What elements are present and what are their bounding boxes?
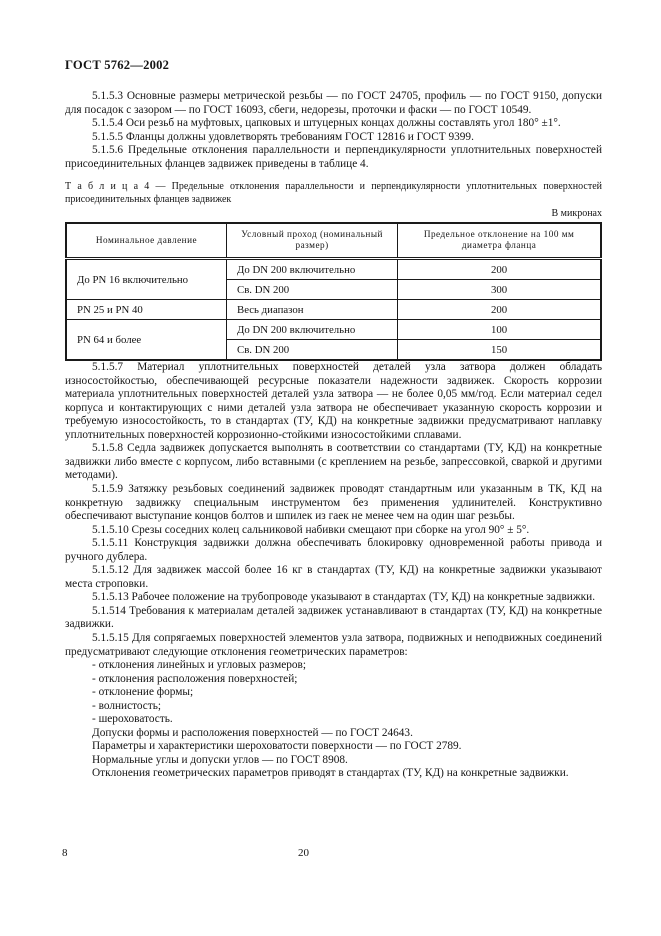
cell-bore: Весь диапазон — [227, 300, 398, 320]
table-row — [66, 300, 601, 320]
list-item-surface-location: - отклонения расположения поверхностей; — [92, 672, 298, 685]
para-5-1-5-5: 5.1.5.5 Фланцы должны удовлетворять требованиям ГОСТ 12816 и ГОСТ 9399. — [92, 130, 474, 143]
para-gost-24643: Допуски формы и расположения поверхностей — по ГОСТ 24643. — [92, 726, 413, 739]
cell-deviation: 200 — [398, 259, 601, 280]
para-5-1-514: 5.1.514 Требования к материалам деталей задвижек устанавливают в стандартах (ТУ, КД) на конкретные задвижки. — [65, 604, 602, 631]
para-5-1-5-15: 5.1.5.15 Для сопрягаемых поверхностей элементов узла затвора, подвижных и неподвижных соединений предусматривают следующие отклонения геометрических параметров: — [65, 632, 602, 658]
header-nominal-bore: Условный проход (номинальный размер) — [227, 223, 398, 259]
cell-deviation: 150 — [398, 340, 601, 361]
cell-deviation: 300 — [398, 280, 601, 300]
para-geometric-deviations: Отклонения геометрических параметров приводят в стандартах (ТУ, КД) на конкретные задвижки. — [92, 767, 569, 780]
cell-bore: До DN 200 включительно — [227, 259, 398, 280]
table-row — [66, 320, 601, 340]
para-5-1-5-9: 5.1.5.9 Затяжку резьбовых соединений задвижек проводят стандартным или указанным в ТК, КД на конкретную задвижку специальным инструментом без применения удлинителей. Конструктивно обеспечивают выступание концов болтов и шпилек из гаек не менее чем на один шаг резьбы. — [65, 482, 602, 523]
list-item-waviness: - волнистость; — [92, 699, 162, 712]
cell-pressure-pn64: PN 64 и более — [66, 320, 227, 361]
header-limit-deviation: Предельное отклонение на 100 мм диаметра фланца — [398, 223, 601, 259]
para-5-1-5-6: 5.1.5.6 Предельные отклонения параллельности и перпендикулярности уплотнительных поверхностей присоединительных фланцев задвижек приведены в таблице 4. — [65, 144, 602, 170]
table-caption: Т а б л и ц а 4 — Предельные отклонения параллельности и перпендикулярности уплотнительных поверхностей присоединительных фланцев задвижек — [65, 181, 602, 206]
table-header-row — [66, 223, 601, 259]
para-gost-8908: Нормальные углы и допуски углов — по ГОСТ 8908. — [92, 753, 348, 766]
cell-bore: До DN 200 включительно — [227, 320, 398, 340]
list-item-form-deviation: - отклонение формы; — [92, 686, 194, 699]
deviation-table — [65, 222, 602, 361]
list-item-linear-angular: - отклонения линейных и угловых размеров; — [92, 659, 307, 672]
cell-pressure-pn25-40: PN 25 и PN 40 — [66, 300, 227, 320]
para-5-1-5-4: 5.1.5.4 Оси резьб на муфтовых, цапковых и штуцерных концах должны составлять угол 180° ±1°. — [92, 117, 561, 130]
footer-sheet-number: 20 — [298, 847, 309, 859]
para-5-1-5-8: 5.1.5.8 Седла задвижек допускается выполнять в соответствии со стандартами (ТУ, КД) на конкретные задвижки либо вместе с корпусом, либо вставными (с креплением на резьбе, запрессовкой, сваркой и другими методами). — [65, 442, 602, 482]
units-note: В микронах — [551, 207, 602, 219]
table-row — [66, 259, 601, 280]
cell-bore: Св. DN 200 — [227, 340, 398, 361]
header-nominal-pressure: Номинальное давление — [66, 223, 227, 259]
para-gost-2789: Параметры и характеристики шероховатости поверхности — по ГОСТ 2789. — [92, 740, 462, 753]
para-5-1-5-11: 5.1.5.11 Конструкция задвижки должна обеспечивать блокировку одновременной работы привода и ручного дублера. — [65, 537, 602, 563]
para-5-1-5-7: 5.1.5.7 Материал уплотнительных поверхностей деталей узла затвора должен обладать износостойкостью, обеспечивающей ресурсные показатели надежности задвижек. Скорость коррозии материала уплотнительных поверхностей деталей узла затвора — не более 0,05 мм/год. Если материал седел корпуса и контактирующих с ними деталей узла затвора не обеспечивает указанную скорость коррозии и требуемую износостойкость, то в стандартах (ТУ, КД) на конкретные задвижки предусматривают наплавку уплотнительных поверхностей коррозионно-стойкими износостойкими сплавами. — [65, 361, 602, 441]
cell-deviation: 100 — [398, 320, 601, 340]
footer-page-number: 8 — [62, 847, 68, 859]
page-content — [65, 58, 602, 781]
para-5-1-5-10: 5.1.5.10 Срезы соседних колец сальниковой набивки смещают при сборке на угол 90° ± 5°. — [92, 523, 530, 536]
cell-pressure-pn16: До PN 16 включительно — [66, 259, 227, 300]
cell-deviation: 200 — [398, 300, 601, 320]
para-5-1-5-3: 5.1.5.3 Основные размеры метрической резьбы — по ГОСТ 24705, профиль — по ГОСТ 9150, допуски для посадок с зазором — по ГОСТ 16093, сбеги, недорезы, проточки и фаски — по ГОСТ 10549. — [65, 90, 602, 116]
para-5-1-5-12: 5.1.5.12 Для задвижек массой более 16 кг в стандартах (ТУ, КД) на конкретные задвижки указывают места строповки. — [65, 564, 602, 590]
document-code: ГОСТ 5762—2002 — [65, 58, 170, 72]
para-5-1-5-13: 5.1.5.13 Рабочее положение на трубопроводе указывают в стандартах (ТУ, КД) на конкретные задвижки. — [92, 591, 596, 604]
cell-bore: Св. DN 200 — [227, 280, 398, 300]
list-item-roughness: - шероховатость. — [92, 713, 173, 726]
